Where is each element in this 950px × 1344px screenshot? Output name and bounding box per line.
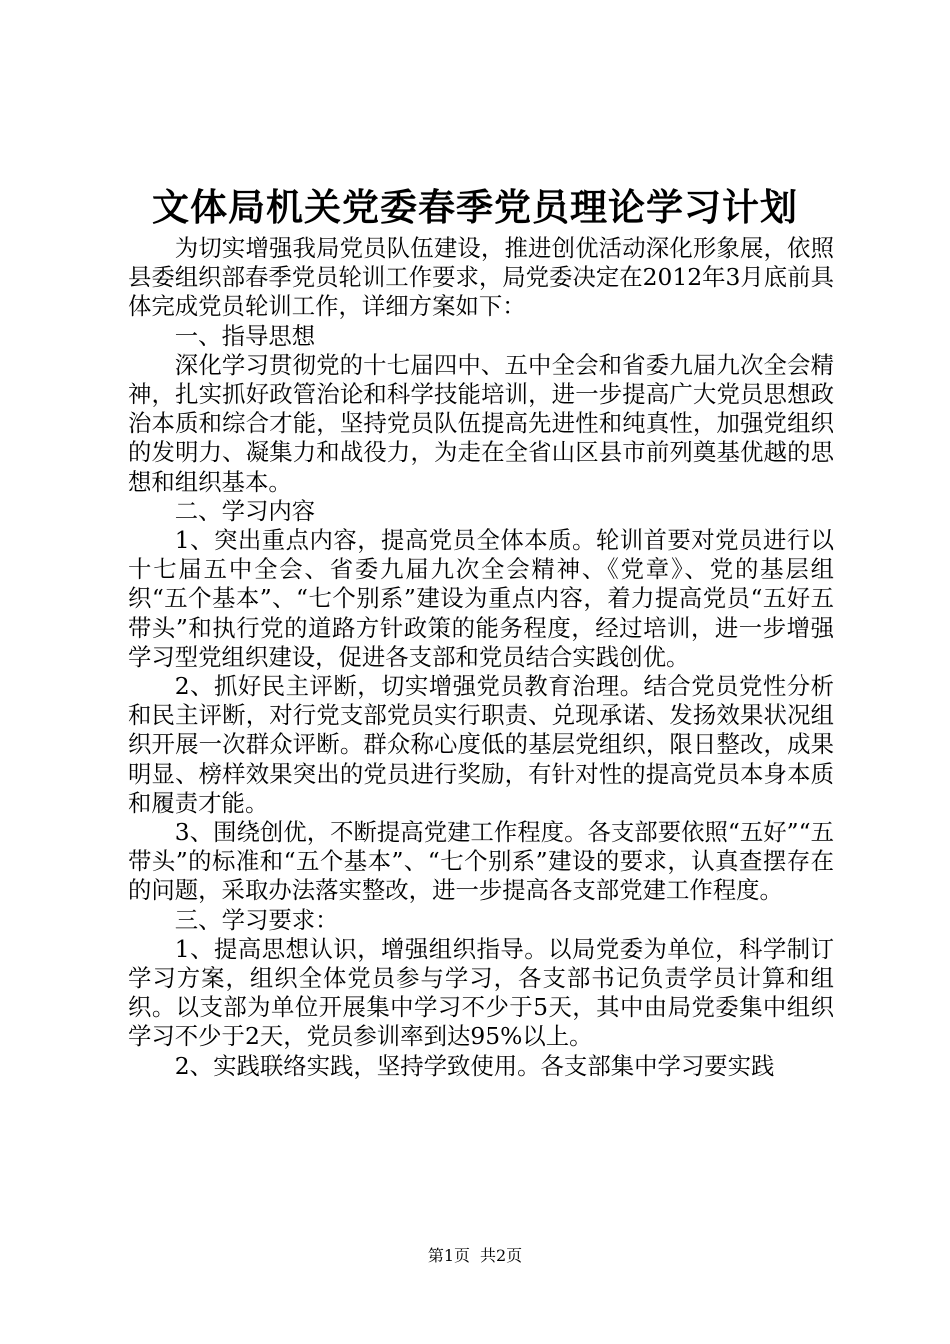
page-number: 第1页 [427,1246,470,1265]
study-content-item-3: 3、围绕创优，不断提高党建工作程度。各支部要依照“五好”“五带头”的标准和“五个基本”、“七个别系”建设的要求，认真查摆存在的问题，采取办法落实整改，进一步提高各支部党建工作程度。 [128,818,834,905]
section-heading-study-requirements: 三、学习要求： [174,905,339,934]
page-total: 共2页 [480,1246,523,1265]
study-content-item-2: 2、抓好民主评断，切实增强党员教育治理。结合党员党性分析和民主评断，对行党支部党员实行职责、兑现承诺、发扬效果状况组织开展一次群众评断。群众称心度低的基层党组织，限日整改，成果明显、榜样效果突出的党员进行奖励，有针对性的提高党员本身本质和履责才能。 [128,672,834,817]
study-content-item-1: 1、突出重点内容，提高党员全体本质。轮训首要对党员进行以十七届五中全会、省委九届九次全会精神、《党章》、党的基层组织“五个基本”、“七个别系”建设为重点内容，着力提高党员“五好五带头”和执行党的道路方针政策的能务程度，经过培训，进一步增强学习型党组织建设，促进各支部和党员结合实践创优。 [128,526,834,671]
study-requirement-item-1: 1、提高思想认识，增强组织指导。以局党委为单位，科学制订学习方案，组织全体党员参与学习，各支部书记负责学员计算和组织。以支部为单位开展集中学习不少于5天，其中由局党委集中组织学习不少于2天，党员参训率到达95%以上。 [128,934,834,1051]
guiding-thought-paragraph: 深化学习贯彻党的十七届四中、五中全会和省委九届九次全会精神，扎实抓好政管治论和科学技能培训，进一步提高广大党员思想政治本质和综合才能，坚持党员队伍提高先进性和纯真性，加强党组织的发明力、凝集力和战役力，为走在全省山区县市前列奠基优越的思想和组织基本。 [128,350,834,496]
study-requirement-item-2: 2、实践联络实践，坚持学致使用。各支部集中学习要实践 [174,1051,775,1080]
intro-paragraph: 为切实增强我局党员队伍建设，推进创优活动深化形象展，依照县委组织部春季党员轮训工作要求，局党委决定在2012年3月底前具体完成党员轮训工作，详细方案如下： [128,234,834,321]
section-heading-guiding-thought: 一、指导思想 [174,321,316,350]
document-body [128,234,834,1081]
document-title: 文体局机关党委春季党员理论学习计划 [152,185,798,229]
page-footer [0,1244,950,1268]
section-heading-study-content: 二、学习内容 [174,496,316,525]
